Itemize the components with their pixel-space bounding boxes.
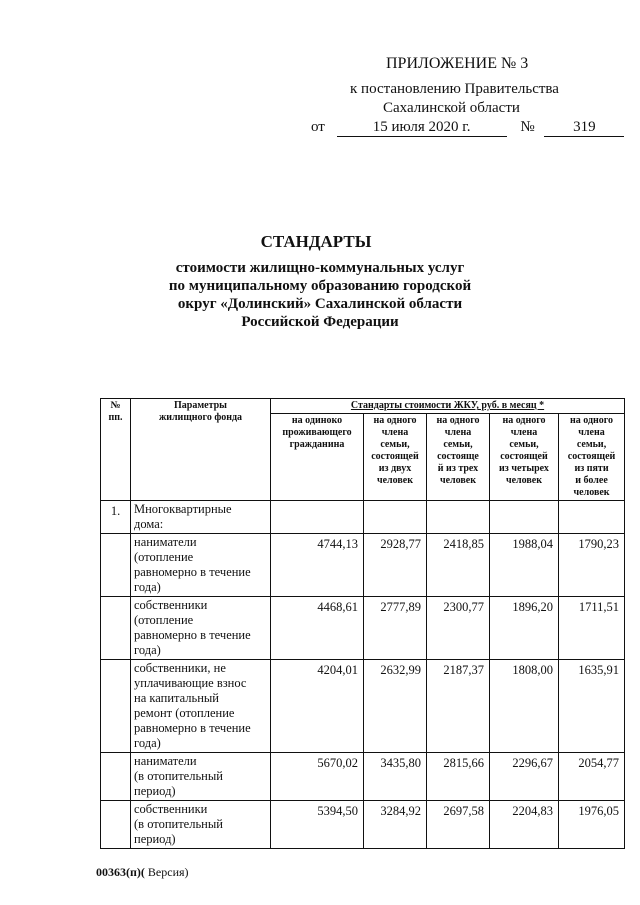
table-row <box>101 534 625 597</box>
row-parameter-label: наниматели (отопление равномерно в течение года) <box>131 534 271 597</box>
value-cell: 5670,02 <box>271 753 364 801</box>
value-cell: 2187,37 <box>427 660 490 753</box>
value-cell: 1988,04 <box>490 534 559 597</box>
row-number-cell <box>101 660 131 753</box>
col-header-household-1: на одиноко проживающего гражданина <box>271 414 364 501</box>
value-cell: 3435,80 <box>364 753 427 801</box>
value-cell: 1635,91 <box>559 660 625 753</box>
col-header-household-2: на одного члена семьи, состоящей из двух человек <box>364 414 427 501</box>
table-row <box>101 597 625 660</box>
standards-table <box>100 398 625 849</box>
section-number: 1. <box>101 501 131 534</box>
document-subtitle-2: по муниципальному образованию городской <box>168 278 472 294</box>
value-cell: 4744,13 <box>271 534 364 597</box>
row-number-cell <box>101 753 131 801</box>
col-header-household-3: на одного члена семьи, состояще й из трех человек <box>427 414 490 501</box>
decree-date: 15 июля 2020 г. <box>337 119 507 137</box>
row-number-cell <box>101 534 131 597</box>
value-cell: 2300,77 <box>427 597 490 660</box>
document-title: СТАНДАРТЫ <box>260 232 372 251</box>
value-cell: 4204,01 <box>271 660 364 753</box>
value-cell: 2054,77 <box>559 753 625 801</box>
col-header-household-5: на одного члена семьи, состоящей из пяти и более человек <box>559 414 625 501</box>
col-header-standards-group: Стандарты стоимости ЖКУ, руб. в месяц * <box>271 399 625 414</box>
document-subtitle-4: Российской Федерации <box>241 314 399 330</box>
decree-number: 319 <box>544 119 624 137</box>
footer-code: 00363(п)( Версия) <box>96 865 189 879</box>
value-cell: 4468,61 <box>271 597 364 660</box>
table-row <box>101 753 625 801</box>
from-label: от <box>311 119 325 135</box>
value-cell: 2418,85 <box>427 534 490 597</box>
row-parameter-label: наниматели (в отопительный период) <box>131 753 271 801</box>
value-cell: 1790,23 <box>559 534 625 597</box>
value-cell: 2815,66 <box>427 753 490 801</box>
value-cell: 1808,00 <box>490 660 559 753</box>
value-cell: 3284,92 <box>364 801 427 849</box>
row-number-cell <box>101 597 131 660</box>
appendix-label: ПРИЛОЖЕНИЕ № 3 <box>386 55 529 72</box>
value-cell: 5394,50 <box>271 801 364 849</box>
section-row <box>101 501 625 534</box>
value-cell: 2632,99 <box>364 660 427 753</box>
row-parameter-label: собственники (в отопительный период) <box>131 801 271 849</box>
row-parameter-label: собственники (отопление равномерно в течение года) <box>131 597 271 660</box>
table-row <box>101 660 625 753</box>
value-cell: 1896,20 <box>490 597 559 660</box>
table-row <box>101 801 625 849</box>
row-number-cell <box>101 801 131 849</box>
document-subtitle-1: стоимости жилищно-коммунальных услуг <box>175 260 465 276</box>
value-cell: 2204,83 <box>490 801 559 849</box>
row-parameter-label: собственники, не уплачивающие взнос на капитальный ремонт (отопление равномерно в течение года) <box>131 660 271 753</box>
col-header-household-4: на одного члена семьи, состоящей из четырех человек <box>490 414 559 501</box>
col-header-number: № пп. <box>101 399 131 501</box>
number-label: № <box>520 119 535 135</box>
decree-line-1: к постановлению Правительства <box>350 81 559 97</box>
value-cell: 2296,67 <box>490 753 559 801</box>
value-cell: 1976,05 <box>559 801 625 849</box>
value-cell: 2697,58 <box>427 801 490 849</box>
section-label: Многоквартирные дома: <box>131 501 271 534</box>
value-cell: 2777,89 <box>364 597 427 660</box>
value-cell: 1711,51 <box>559 597 625 660</box>
document-subtitle-3: округ «Долинский» Сахалинской области <box>177 296 463 312</box>
decree-line-2: Сахалинской области <box>383 100 520 116</box>
decree-date-line <box>311 119 624 137</box>
value-cell: 2928,77 <box>364 534 427 597</box>
col-header-parameters: Параметры жилищного фонда <box>131 399 271 501</box>
